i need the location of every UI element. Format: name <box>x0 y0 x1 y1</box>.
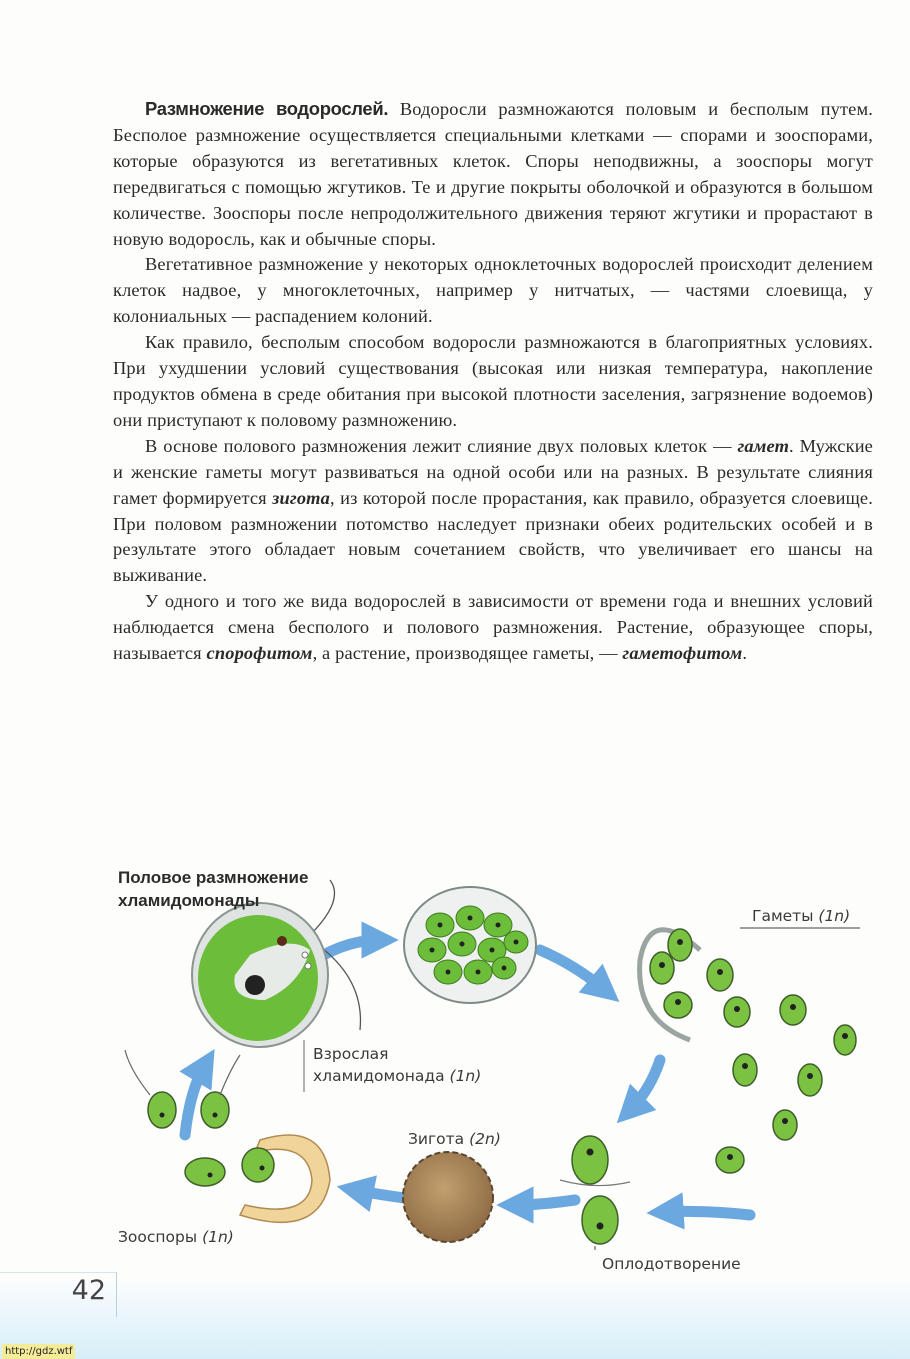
ploidy: (2n) <box>469 1130 501 1148</box>
paragraph-asexual-conditions: Как правило, бесполым способом водоросли размножаются в благоприятных условиях. При ухудшении условий существования (высокая или низкая температура, накопление продуктов обмена в среде обитания при высокой плотности заселения, загрязнение водоемов) они приступают к половому размножению. <box>113 332 873 430</box>
term-sporophyte: спорофитом <box>206 643 313 664</box>
paragraph-text: У одного и того же вида водорослей в зависимости от времени года и внешних условий наблюдается смена бесполого и полового размножения. Растение, образующее споры, называется <box>113 591 873 664</box>
label-zoospores <box>118 1226 234 1248</box>
term-gametes: гамет <box>737 435 790 456</box>
ploidy: (1n) <box>449 1067 482 1085</box>
fertilization-illustration <box>560 1136 630 1250</box>
arrow-fusion-in <box>665 1211 750 1215</box>
paragraph-text: , а растение, производящее гаметы, — <box>312 643 623 664</box>
gametes-illustration <box>640 928 860 1173</box>
main-text <box>113 96 873 667</box>
ploidy: (1n) <box>818 907 851 925</box>
paragraph-vegetative: Вегетативное размножение у некоторых одноклеточных водорослей происходит делением клеток надвое, у многоклеточных, например у нитчатых, — частями слоевища, у колониальных — распадением колоний. <box>113 254 873 327</box>
ploidy: (1n) <box>202 1228 234 1246</box>
page-number-box <box>0 1272 117 1317</box>
term-gametophyte: гаметофитом <box>622 643 743 664</box>
label-fertilization: Оплодотворение <box>602 1255 741 1273</box>
term-zygote: зигота <box>272 487 330 508</box>
arrow-division-to-gametes <box>540 950 605 990</box>
label-text: Зооспоры <box>118 1228 198 1246</box>
label-adult-line1: Взрослая <box>313 1045 389 1063</box>
page-number: 42 <box>71 1275 106 1306</box>
footer-band <box>0 1280 910 1359</box>
paragraph-sexual-reproduction <box>113 434 873 589</box>
paragraph-text: В основе полового размножения лежит слияние двух половых клеток — <box>145 435 738 456</box>
diagram-title: Половое размножение хламидомонады <box>118 868 309 910</box>
dividing-cell-illustration <box>404 887 536 1003</box>
source-link[interactable]: http://gdz.wtf <box>2 1344 75 1359</box>
label-text: Гаметы <box>752 907 814 925</box>
label-text: хламидомонада <box>313 1067 445 1085</box>
paragraph-text: Водоросли размножаются половым и бесполым путем. Бесполое размножение осуществляется специальными клетками — спорами и зооспорами, которые образуются из вегетативных клеток. Споры неподвижны, а зооспоры могут передвигаться с помощью жгутиков. Те и другие покрыты оболочкой и образуются в большом количестве. Зооспоры после непродолжительного движения теряют жгутики и прорастают в новую водоросль, как и обычные споры. <box>113 99 873 249</box>
label-gametes <box>752 905 850 927</box>
arrow-fertilization-to-zygote <box>515 1200 575 1205</box>
paragraph-text: , из которой после прорастания, как правило, образуется слоевище. При половом размножении потомство наследует признаки обеих родительских особей и в результате этого обладает новым сочетанием свойств, что увеличивает его шансы на выживание. <box>113 487 873 586</box>
zoospores-illustration <box>125 1050 330 1222</box>
label-zygote <box>408 1128 501 1150</box>
label-adult <box>313 1043 481 1087</box>
paragraph-text: . <box>742 643 748 664</box>
zygote-illustration <box>403 1152 493 1242</box>
paragraph-algae-reproduction <box>113 96 873 252</box>
arrow-zoospores-to-adult <box>185 1065 205 1135</box>
section-heading: Размножение водорослей. <box>145 98 389 119</box>
label-text: Зигота <box>408 1130 465 1148</box>
arrow-gametes-down <box>630 1060 660 1110</box>
label-adult-line2 <box>313 1065 481 1087</box>
paragraph-text: . Мужские и женские гаметы могут развиваться на одной особи или на разных. В результате слияния гамет формируется <box>113 435 873 508</box>
paragraph-alternation <box>113 589 873 667</box>
